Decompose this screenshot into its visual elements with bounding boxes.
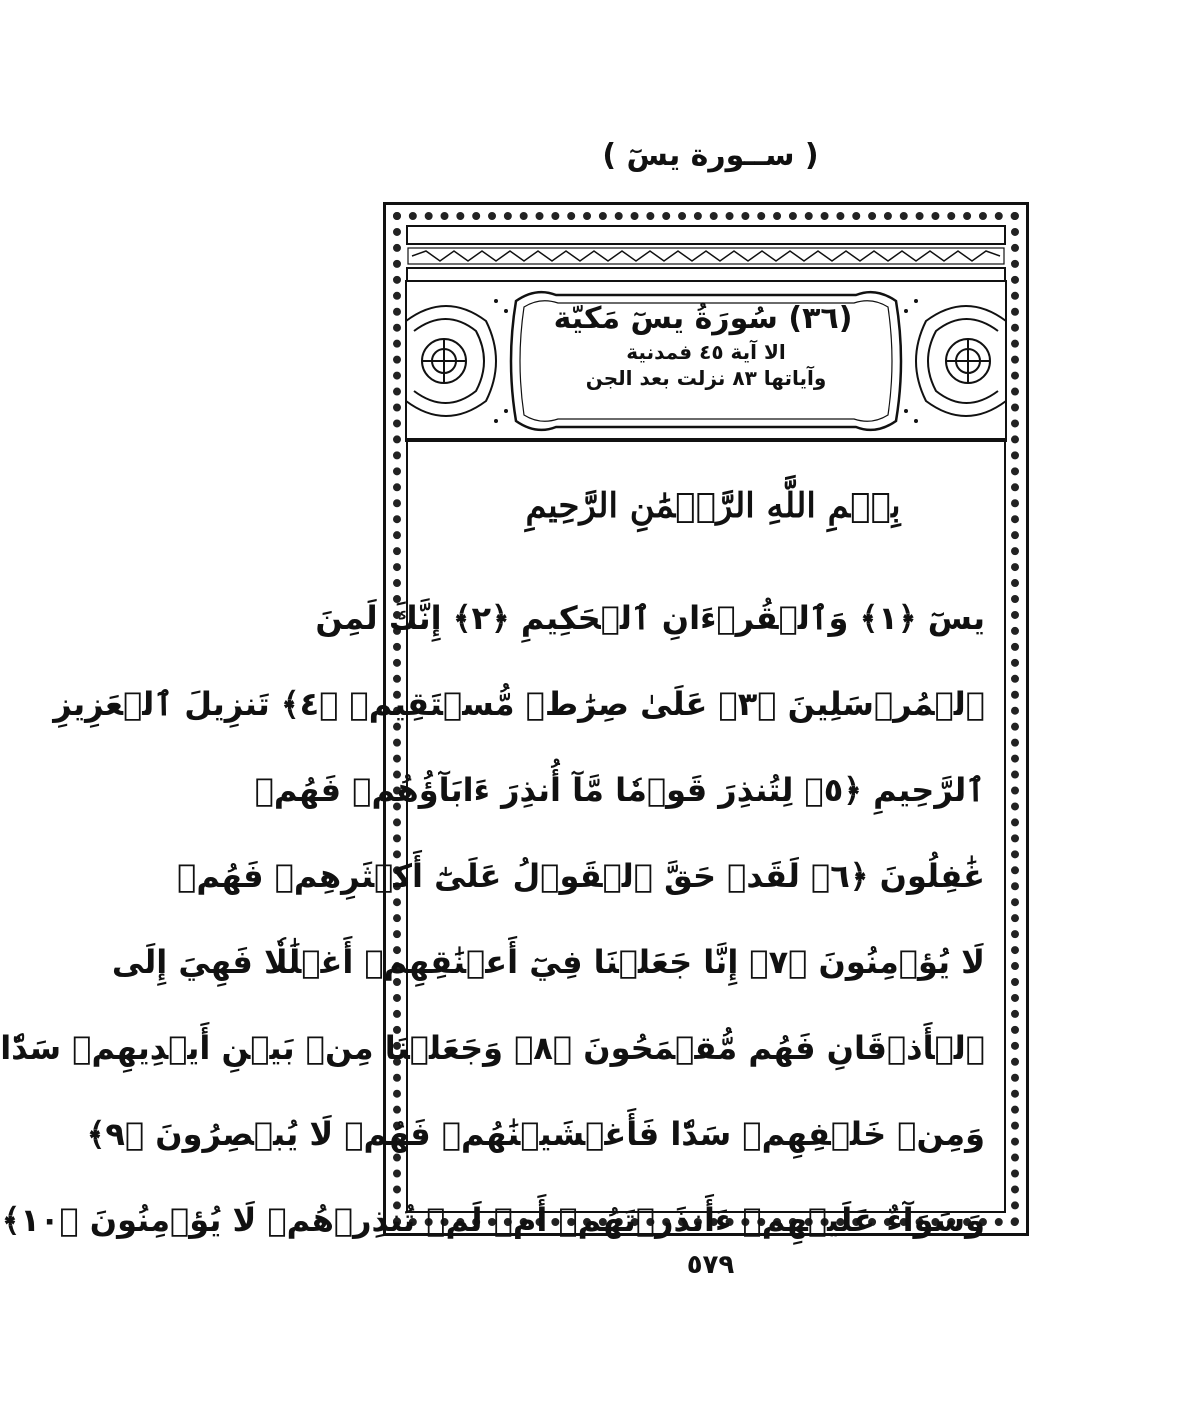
text-line: غَٰفِلُونَ ﴿٦﴾ لَقَدۡ حَقَّ ٱلۡقَوۡلُ عَلَىٰٓ أَكۡثَرِهِمۡ فَهُمۡ [177,857,985,895]
page-number: ٥٧٩ [686,1250,735,1280]
text-line: ٱلۡمُرۡسَلِينَ ﴿٣﴾ عَلَىٰ صِرَٰطٖ مُّسۡتَقِيمٖ ﴿٤﴾ تَنزِيلَ ٱلۡعَزِيزِ [53,685,985,723]
text-line: ٱلرَّحِيمِ ﴿٥﴾ لِتُنذِرَ قَوۡمٗا مَّآ أُنذِرَ ءَابَآؤُهُمۡ فَهُمۡ [254,771,985,809]
verse-count-line: وآياتها ٨٣ نزلت بعد الجن [585,366,827,390]
text-line: وَمِنۡ خَلۡفِهِمۡ سَدّٗا فَأَغۡشَيۡنَٰهُمۡ فَهُمۡ لَا يُبۡصِرُونَ ﴿٩﴾ [86,1115,985,1153]
text-line: يسٓ ﴿١﴾ وَٱلۡقُرۡءَانِ ٱلۡحَكِيمِ ﴿٢﴾ إِنَّكَ لَمِنَ [315,599,985,637]
text-line: لَا يُؤۡمِنُونَ ﴿٧﴾ إِنَّا جَعَلۡنَا فِيٓ أَعۡنَٰقِهِمۡ أَغۡلَٰلٗا فَهِيَ إِلَى [111,943,985,981]
text-line: وَسَوَآءٌ عَلَيۡهِمۡ ءَأَنذَرۡتَهُمۡ أَمۡ لَمۡ تُنذِرۡهُمۡ لَا يُؤۡمِنُونَ ﴿١٠﴾ [1,1201,985,1239]
surah-title-panel [406,281,1006,441]
title-panel-text [516,299,896,391]
surah-title [516,299,896,339]
basmala: بِسۡمِ اللَّهِ الرَّحۡمَٰنِ الرَّحِيمِ [525,486,901,526]
text-line: ٱلۡأَذۡقَانِ فَهُم مُّقۡمَحُونَ ﴿٨﴾ وَجَعَلۡنَا مِنۢ بَيۡنِ أَيۡدِيهِمۡ سَدّٗا [0,1029,985,1067]
running-header: ( ســورة يسٓ ) [602,138,819,173]
surah-name: سُورَةُ يسٓ مَكيّة [553,301,778,336]
ornamental-band [406,243,1006,269]
verse-exception-line: الا آية ٤٥ فمدنية [626,340,786,364]
band-pattern-icon [406,245,1006,267]
surah-number: (٣٦) [788,301,853,336]
quran-text-body [0,575,985,1263]
